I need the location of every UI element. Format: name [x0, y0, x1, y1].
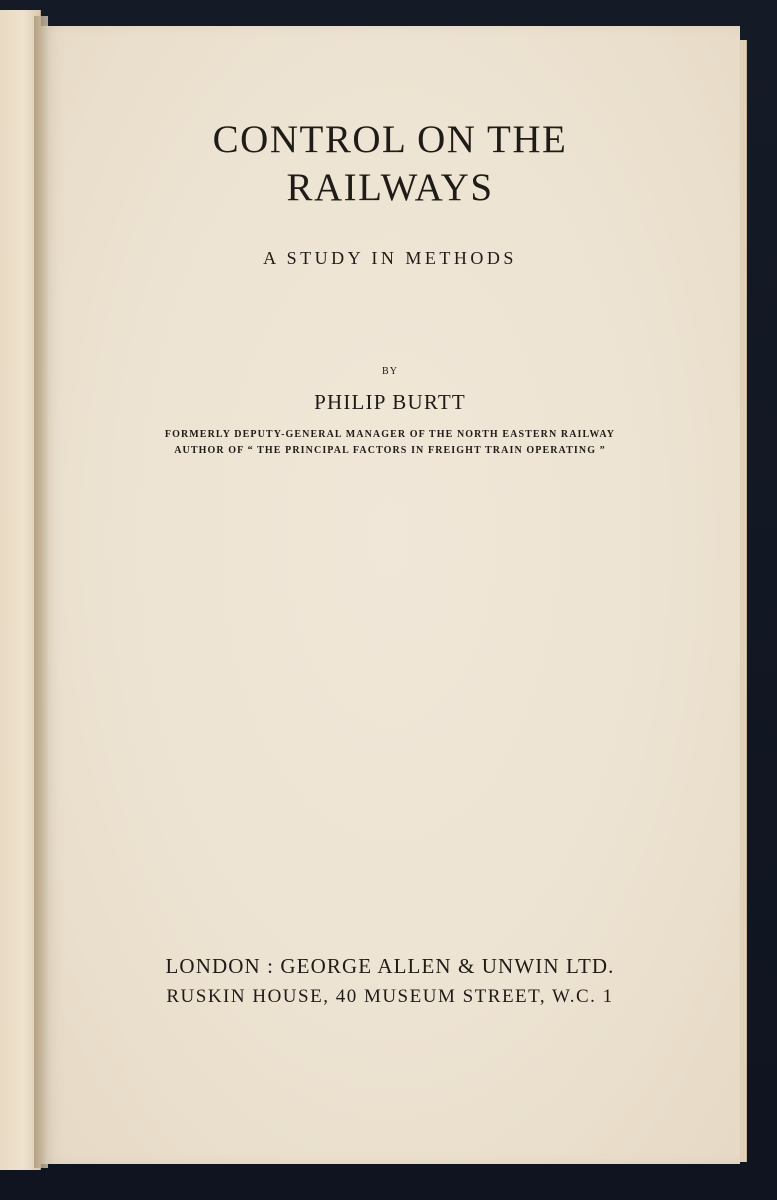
book-gutter [34, 16, 48, 1168]
book-title [40, 116, 740, 212]
book-subtitle: A STUDY IN METHODS [263, 248, 517, 268]
author-name: PHILIP BURTT [314, 390, 466, 414]
publisher-line-2: RUSKIN HOUSE, 40 MUSEUM STREET, W.C. 1 [166, 986, 614, 1007]
title-page [40, 26, 740, 1164]
author-credit-2: AUTHOR OF “ THE PRINCIPAL FACTORS IN FREIGHT TRAIN OPERATING ” [174, 445, 606, 456]
book-title-line-1: CONTROL ON THE [212, 118, 568, 161]
by-label: BY [382, 366, 398, 377]
book-title-line-2: RAILWAYS [286, 166, 494, 209]
publisher-line-1: LONDON : GEORGE ALLEN & UNWIN LTD. [165, 954, 615, 978]
author-credit-1: FORMERLY DEPUTY-GENERAL MANAGER OF THE NORTH EASTERN RAILWAY [164, 429, 616, 440]
